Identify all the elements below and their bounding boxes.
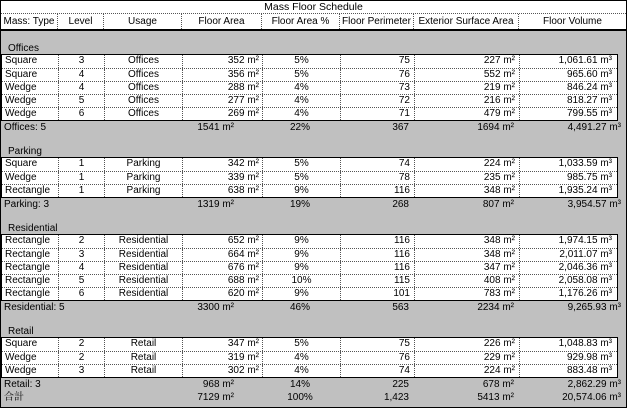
subtotal-cell: 3,954.57 m³ bbox=[567, 199, 621, 210]
data-cell[interactable]: 75 bbox=[340, 338, 414, 351]
subtotal-cell: 22% bbox=[289, 122, 310, 133]
table-row[interactable] bbox=[2, 184, 617, 197]
subtotal-cell: 4,491.27 m³ bbox=[567, 122, 621, 133]
data-cell[interactable]: 2,011.07 m³ bbox=[519, 249, 617, 261]
data-cell[interactable]: 1,033.59 m³ bbox=[519, 158, 617, 171]
subtotal-cell: 968 m² bbox=[202, 379, 234, 390]
data-cell[interactable]: 348 m² bbox=[414, 235, 519, 248]
table-row[interactable] bbox=[2, 338, 617, 351]
data-cell[interactable]: Square bbox=[5, 338, 38, 349]
subtotal-cell: 563 bbox=[392, 302, 409, 313]
subtotal-cell: 19% bbox=[289, 199, 310, 210]
subtotal-cell: 2,862.29 m³ bbox=[567, 379, 621, 390]
data-cell[interactable]: 929.98 m³ bbox=[519, 352, 617, 364]
data-cell[interactable]: 1,176.26 m³ bbox=[519, 288, 617, 300]
data-cell[interactable]: 3 bbox=[58, 365, 104, 377]
group-header-label: Retail bbox=[8, 326, 34, 337]
data-cell[interactable]: 352 m² bbox=[182, 55, 262, 68]
data-cell[interactable]: 4% bbox=[262, 95, 340, 107]
data-cell[interactable]: 76 bbox=[340, 69, 414, 81]
subtotal-cell: 2234 m² bbox=[477, 302, 514, 313]
data-cell[interactable]: 620 m² bbox=[182, 288, 262, 300]
group-retail bbox=[1, 314, 626, 391]
data-cell[interactable]: 9% bbox=[262, 288, 340, 300]
data-cell[interactable]: 6 bbox=[58, 108, 104, 120]
data-cell[interactable]: Parking bbox=[104, 172, 182, 184]
column-header-exterior-surface-area: Exterior Surface Area bbox=[413, 14, 518, 29]
table-row[interactable] bbox=[2, 107, 617, 120]
data-cell[interactable]: 288 m² bbox=[182, 82, 262, 94]
data-cell[interactable]: Offices bbox=[104, 108, 182, 120]
data-cell[interactable]: Rectangle bbox=[5, 235, 51, 246]
data-cell[interactable]: 229 m² bbox=[414, 352, 519, 364]
grand-total-label: 合計 bbox=[4, 392, 24, 403]
data-cell[interactable]: 5% bbox=[262, 338, 340, 351]
data-cell[interactable]: Retail bbox=[104, 365, 182, 377]
data-cell[interactable]: 1 bbox=[58, 172, 104, 184]
data-cell[interactable]: 219 m² bbox=[414, 82, 519, 94]
data-cell[interactable]: 235 m² bbox=[414, 172, 519, 184]
data-cell[interactable]: 9% bbox=[262, 185, 340, 197]
table-row[interactable] bbox=[2, 171, 617, 184]
data-cell[interactable]: Residential bbox=[104, 275, 182, 287]
data-cell[interactable]: Retail bbox=[104, 338, 182, 351]
data-cell[interactable]: 348 m² bbox=[414, 185, 519, 197]
data-cell[interactable]: 5% bbox=[262, 158, 340, 171]
data-cell[interactable]: 688 m² bbox=[182, 275, 262, 287]
data-cell[interactable]: 5% bbox=[262, 172, 340, 184]
subtotal-row bbox=[1, 198, 626, 211]
data-cell[interactable]: 1,048.83 m³ bbox=[519, 338, 617, 351]
data-cell[interactable]: Rectangle bbox=[5, 288, 51, 299]
data-cell[interactable]: 116 bbox=[340, 262, 414, 274]
subtotal-row bbox=[1, 301, 626, 314]
data-cell[interactable]: 5% bbox=[262, 55, 340, 68]
table-row[interactable] bbox=[2, 248, 617, 261]
table-row[interactable] bbox=[2, 261, 617, 274]
subtotal-row bbox=[1, 121, 626, 134]
data-cell[interactable]: 101 bbox=[340, 288, 414, 300]
data-cell[interactable]: 3 bbox=[58, 55, 104, 68]
data-cell[interactable]: 2 bbox=[58, 235, 104, 248]
data-cell[interactable]: 5% bbox=[262, 69, 340, 81]
data-cell[interactable]: 1 bbox=[58, 185, 104, 197]
data-cell[interactable]: 4% bbox=[262, 365, 340, 377]
data-cell[interactable]: 883.48 m³ bbox=[519, 365, 617, 377]
data-cell[interactable]: 224 m² bbox=[414, 365, 519, 377]
data-cell[interactable]: 356 m² bbox=[182, 69, 262, 81]
data-cell[interactable]: 4% bbox=[262, 352, 340, 364]
data-cell[interactable]: 216 m² bbox=[414, 95, 519, 107]
table-row[interactable] bbox=[2, 55, 617, 68]
data-cell[interactable]: Rectangle bbox=[5, 249, 51, 260]
table-row[interactable] bbox=[2, 158, 617, 171]
subtotal-cell: 1541 m² bbox=[197, 122, 234, 133]
data-cell[interactable]: 4 bbox=[58, 82, 104, 94]
data-cell[interactable]: Rectangle bbox=[5, 275, 51, 286]
data-cell[interactable]: 342 m² bbox=[182, 158, 262, 171]
data-cell[interactable]: 71 bbox=[340, 108, 414, 120]
data-cell[interactable]: 664 m² bbox=[182, 249, 262, 261]
group-offices bbox=[1, 31, 626, 134]
data-cell[interactable]: 676 m² bbox=[182, 262, 262, 274]
data-cell[interactable]: 319 m² bbox=[182, 352, 262, 364]
data-cell[interactable]: 479 m² bbox=[414, 108, 519, 120]
data-cell[interactable]: 4 bbox=[58, 69, 104, 81]
table-row[interactable] bbox=[2, 351, 617, 364]
data-cell[interactable]: 408 m² bbox=[414, 275, 519, 287]
data-cell[interactable]: 226 m² bbox=[414, 338, 519, 351]
data-cell[interactable]: Residential bbox=[104, 249, 182, 261]
group-data-block bbox=[1, 337, 618, 378]
subtotal-label: Parking: 3 bbox=[4, 199, 50, 210]
column-header-mass-type: Mass: Type bbox=[3, 16, 55, 27]
data-cell[interactable]: Wedge bbox=[5, 352, 37, 363]
data-cell[interactable]: 10% bbox=[262, 275, 340, 287]
grand-total-cell: 1,423 bbox=[383, 392, 409, 403]
group-header-label: Residential bbox=[8, 223, 58, 234]
data-cell[interactable]: 9% bbox=[262, 235, 340, 248]
data-cell[interactable]: 1,935.24 m³ bbox=[519, 185, 617, 197]
data-cell[interactable]: 302 m² bbox=[182, 365, 262, 377]
column-header-row bbox=[1, 13, 626, 29]
data-cell[interactable]: 277 m² bbox=[182, 95, 262, 107]
data-cell[interactable]: 269 m² bbox=[182, 108, 262, 120]
data-cell[interactable]: Wedge bbox=[5, 108, 37, 119]
table-row[interactable] bbox=[2, 235, 617, 248]
data-cell[interactable]: 4% bbox=[262, 82, 340, 94]
data-cell[interactable]: 846.24 m³ bbox=[519, 82, 617, 94]
subtotal-label: Retail: 3 bbox=[4, 379, 41, 390]
group-gap bbox=[1, 31, 626, 43]
group-header-label: Offices bbox=[8, 43, 39, 54]
data-cell[interactable]: 799.55 m³ bbox=[519, 108, 617, 120]
column-header-level: Level bbox=[57, 14, 103, 29]
subtotal-cell: 1319 m² bbox=[197, 199, 234, 210]
data-cell[interactable]: Retail bbox=[104, 352, 182, 364]
table-row[interactable] bbox=[2, 364, 617, 377]
data-cell[interactable]: 74 bbox=[340, 158, 414, 171]
schedule-header-area bbox=[1, 1, 626, 31]
data-cell[interactable]: 3 bbox=[58, 249, 104, 261]
data-cell[interactable]: 78 bbox=[340, 172, 414, 184]
data-cell[interactable]: 638 m² bbox=[182, 185, 262, 197]
schedule-body bbox=[1, 31, 626, 404]
data-cell[interactable]: Residential bbox=[104, 288, 182, 300]
data-cell[interactable]: Wedge bbox=[5, 95, 37, 106]
group-data-block bbox=[1, 54, 618, 121]
data-cell[interactable]: Rectangle bbox=[5, 185, 51, 196]
data-cell[interactable]: 76 bbox=[340, 352, 414, 364]
data-cell[interactable]: Parking bbox=[104, 158, 182, 171]
subtotal-cell: 225 bbox=[392, 379, 409, 390]
grand-total-cell: 7129 m² bbox=[197, 392, 234, 403]
data-cell[interactable]: 348 m² bbox=[414, 249, 519, 261]
data-cell[interactable]: Residential bbox=[104, 262, 182, 274]
grand-total-cell: 100% bbox=[287, 392, 313, 403]
data-cell[interactable]: 347 m² bbox=[414, 262, 519, 274]
data-cell[interactable]: Wedge bbox=[5, 172, 37, 183]
data-cell[interactable]: Offices bbox=[104, 82, 182, 94]
group-header-label: Parking bbox=[8, 146, 42, 157]
data-cell[interactable]: 818.27 m³ bbox=[519, 95, 617, 107]
data-cell[interactable]: 552 m² bbox=[414, 69, 519, 81]
data-cell[interactable]: 74 bbox=[340, 365, 414, 377]
subtotal-label: Offices: 5 bbox=[4, 122, 47, 133]
subtotal-cell: 3300 m² bbox=[197, 302, 234, 313]
data-cell[interactable]: Rectangle bbox=[5, 262, 51, 273]
schedule-title: Mass Floor Schedule bbox=[264, 1, 363, 13]
subtotal-cell: 9,265.93 m³ bbox=[567, 302, 621, 313]
data-cell[interactable]: 116 bbox=[340, 235, 414, 248]
data-cell[interactable]: Parking bbox=[104, 185, 182, 197]
column-header-usage: Usage bbox=[103, 14, 181, 29]
data-cell[interactable]: 1 bbox=[58, 158, 104, 171]
data-cell[interactable]: 115 bbox=[340, 275, 414, 287]
table-row[interactable] bbox=[2, 94, 617, 107]
table-row[interactable] bbox=[2, 274, 617, 287]
subtotal-cell: 807 m² bbox=[482, 199, 514, 210]
data-cell[interactable]: 1,974.15 m³ bbox=[519, 235, 617, 248]
subtotal-label: Residential: 5 bbox=[4, 302, 65, 313]
table-row[interactable] bbox=[2, 287, 617, 300]
subtotal-cell: 367 bbox=[392, 122, 409, 133]
data-cell[interactable]: 2 bbox=[58, 352, 104, 364]
group-residential bbox=[1, 211, 626, 314]
data-cell[interactable]: 73 bbox=[340, 82, 414, 94]
subtotal-cell: 46% bbox=[289, 302, 310, 313]
grand-total-row bbox=[1, 391, 626, 404]
column-header-floor-volume: Floor Volume bbox=[518, 14, 626, 29]
group-data-block bbox=[1, 157, 618, 198]
column-header-floor-area-pct: Floor Area % bbox=[261, 14, 339, 29]
data-cell[interactable]: 227 m² bbox=[414, 55, 519, 68]
data-cell[interactable]: 2,058.08 m³ bbox=[519, 275, 617, 287]
data-cell[interactable]: Residential bbox=[104, 235, 182, 248]
data-cell[interactable]: Square bbox=[5, 69, 38, 80]
data-cell[interactable]: 783 m² bbox=[414, 288, 519, 300]
data-cell[interactable]: Wedge bbox=[5, 82, 37, 93]
data-cell[interactable]: Wedge bbox=[5, 365, 37, 376]
column-header-floor-area: Floor Area bbox=[181, 14, 261, 29]
data-cell[interactable]: 116 bbox=[340, 185, 414, 197]
data-cell[interactable]: Offices bbox=[104, 95, 182, 107]
data-cell[interactable]: 2,046.36 m³ bbox=[519, 262, 617, 274]
data-cell[interactable]: 6 bbox=[58, 288, 104, 300]
data-cell[interactable]: 5 bbox=[58, 95, 104, 107]
table-row[interactable] bbox=[2, 81, 617, 94]
subtotal-row bbox=[1, 378, 626, 391]
data-cell[interactable]: Square bbox=[5, 55, 38, 66]
grand-total-cell: 5413 m² bbox=[477, 392, 514, 403]
data-cell[interactable]: Offices bbox=[104, 69, 182, 81]
table-row[interactable] bbox=[2, 68, 617, 81]
data-cell[interactable]: 339 m² bbox=[182, 172, 262, 184]
column-header-floor-perimeter: Floor Perimeter bbox=[339, 14, 413, 29]
data-cell[interactable]: 75 bbox=[340, 55, 414, 68]
data-cell[interactable]: 5 bbox=[58, 275, 104, 287]
subtotal-cell: 268 bbox=[392, 199, 409, 210]
data-cell[interactable]: 9% bbox=[262, 262, 340, 274]
data-cell[interactable]: 2 bbox=[58, 338, 104, 351]
subtotal-cell: 678 m² bbox=[482, 379, 514, 390]
data-cell[interactable]: 965.60 m³ bbox=[519, 69, 617, 81]
group-data-block bbox=[1, 234, 618, 301]
data-cell[interactable]: 72 bbox=[340, 95, 414, 107]
data-cell[interactable]: 4 bbox=[58, 262, 104, 274]
group-gap bbox=[1, 134, 626, 146]
group-gap bbox=[1, 314, 626, 326]
data-cell[interactable]: Offices bbox=[104, 55, 182, 68]
subtotal-cell: 1694 m² bbox=[477, 122, 514, 133]
data-cell[interactable]: 985.75 m³ bbox=[519, 172, 617, 184]
data-cell[interactable]: 224 m² bbox=[414, 158, 519, 171]
group-gap bbox=[1, 211, 626, 223]
group-parking bbox=[1, 134, 626, 211]
grand-total-cell: 20,574.06 m³ bbox=[562, 392, 621, 403]
data-cell[interactable]: Square bbox=[5, 158, 38, 169]
data-cell[interactable]: 9% bbox=[262, 249, 340, 261]
subtotal-cell: 14% bbox=[289, 379, 310, 390]
data-cell[interactable]: 1,061.61 m³ bbox=[519, 55, 617, 68]
data-cell[interactable]: 347 m² bbox=[182, 338, 262, 351]
data-cell[interactable]: 652 m² bbox=[182, 235, 262, 248]
data-cell[interactable]: 116 bbox=[340, 249, 414, 261]
data-cell[interactable]: 4% bbox=[262, 108, 340, 120]
